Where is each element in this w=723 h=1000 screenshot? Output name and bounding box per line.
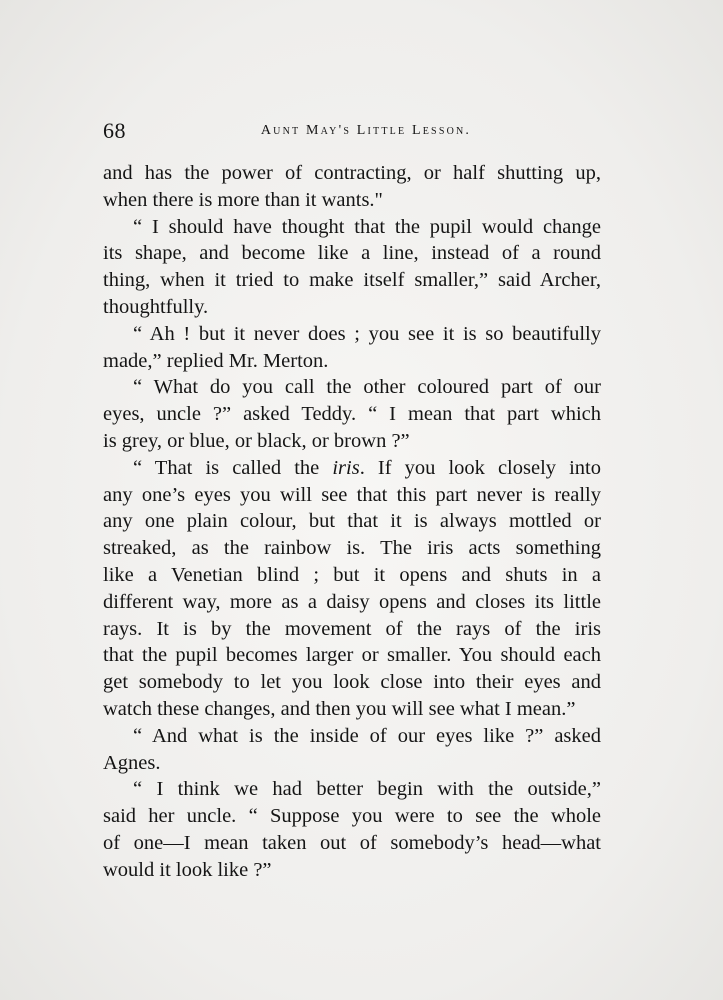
text-line: “ That is called the iris. If you look closely into — [133, 456, 601, 479]
text-line: “ I should have thought that the pupil would change — [133, 215, 601, 238]
text-line: thing, when it tried to make itself smaller,” said Archer, — [103, 269, 601, 292]
text-line: and has the power of contracting, or half shutting up, — [103, 162, 601, 184]
paragraph — [103, 160, 601, 214]
text-line: get somebody to let you look close into their eyes and — [103, 671, 601, 694]
paragraph — [103, 374, 601, 454]
text-line: when there is more than it wants." — [103, 188, 383, 211]
text-line: made,” replied Mr. Merton. — [103, 349, 329, 372]
text-line: eyes, uncle ?” asked Teddy. “ I mean that part which — [103, 403, 601, 426]
text-line: any one plain colour, but that it is always mottled or — [103, 510, 601, 533]
text-line: “ And what is the inside of our eyes like ?” asked — [133, 724, 601, 747]
text-line: “ Ah ! but it never does ; you see it is so beautifully — [133, 322, 601, 345]
text-line: of one—I mean taken out of somebody’s head—what — [103, 831, 601, 854]
text-line: that the pupil becomes larger or smaller. You should each — [103, 644, 601, 667]
running-head: Aunt May's Little Lesson. — [260, 123, 472, 138]
text-line: different way, more as a daisy opens and closes its little — [103, 590, 601, 613]
page-header — [103, 118, 601, 148]
italic-word: iris — [332, 456, 360, 479]
text-line: watch these changes, and then you will see what I mean.” — [103, 697, 576, 720]
text-line: is grey, or blue, or black, or brown ?” — [103, 429, 410, 452]
body-text — [103, 160, 601, 884]
paragraph — [103, 776, 601, 883]
paragraph — [103, 214, 601, 321]
text-line: any one’s eyes you will see that this part never is really — [103, 483, 601, 506]
paragraph — [103, 723, 601, 777]
text-line: its shape, and become like a line, instead of a round — [103, 242, 601, 265]
text-line: like a Venetian blind ; but it opens and shuts in a — [103, 563, 601, 586]
page-number: 68 — [103, 118, 126, 143]
text-line: “ What do you call the other coloured part of our — [133, 376, 601, 399]
paragraph — [103, 321, 601, 375]
text-line: would it look like ?” — [103, 858, 272, 881]
text-line: “ I think we had better begin with the outside,” — [133, 778, 601, 801]
text-line: streaked, as the rainbow is. The iris acts something — [103, 537, 601, 560]
text-line: rays. It is by the movement of the rays of the iris — [103, 617, 601, 640]
text-line: Agnes. — [103, 751, 161, 774]
text-line: said her uncle. “ Suppose you were to see the whole — [103, 805, 601, 828]
paragraph — [103, 455, 601, 723]
text-line: thoughtfully. — [103, 295, 209, 318]
